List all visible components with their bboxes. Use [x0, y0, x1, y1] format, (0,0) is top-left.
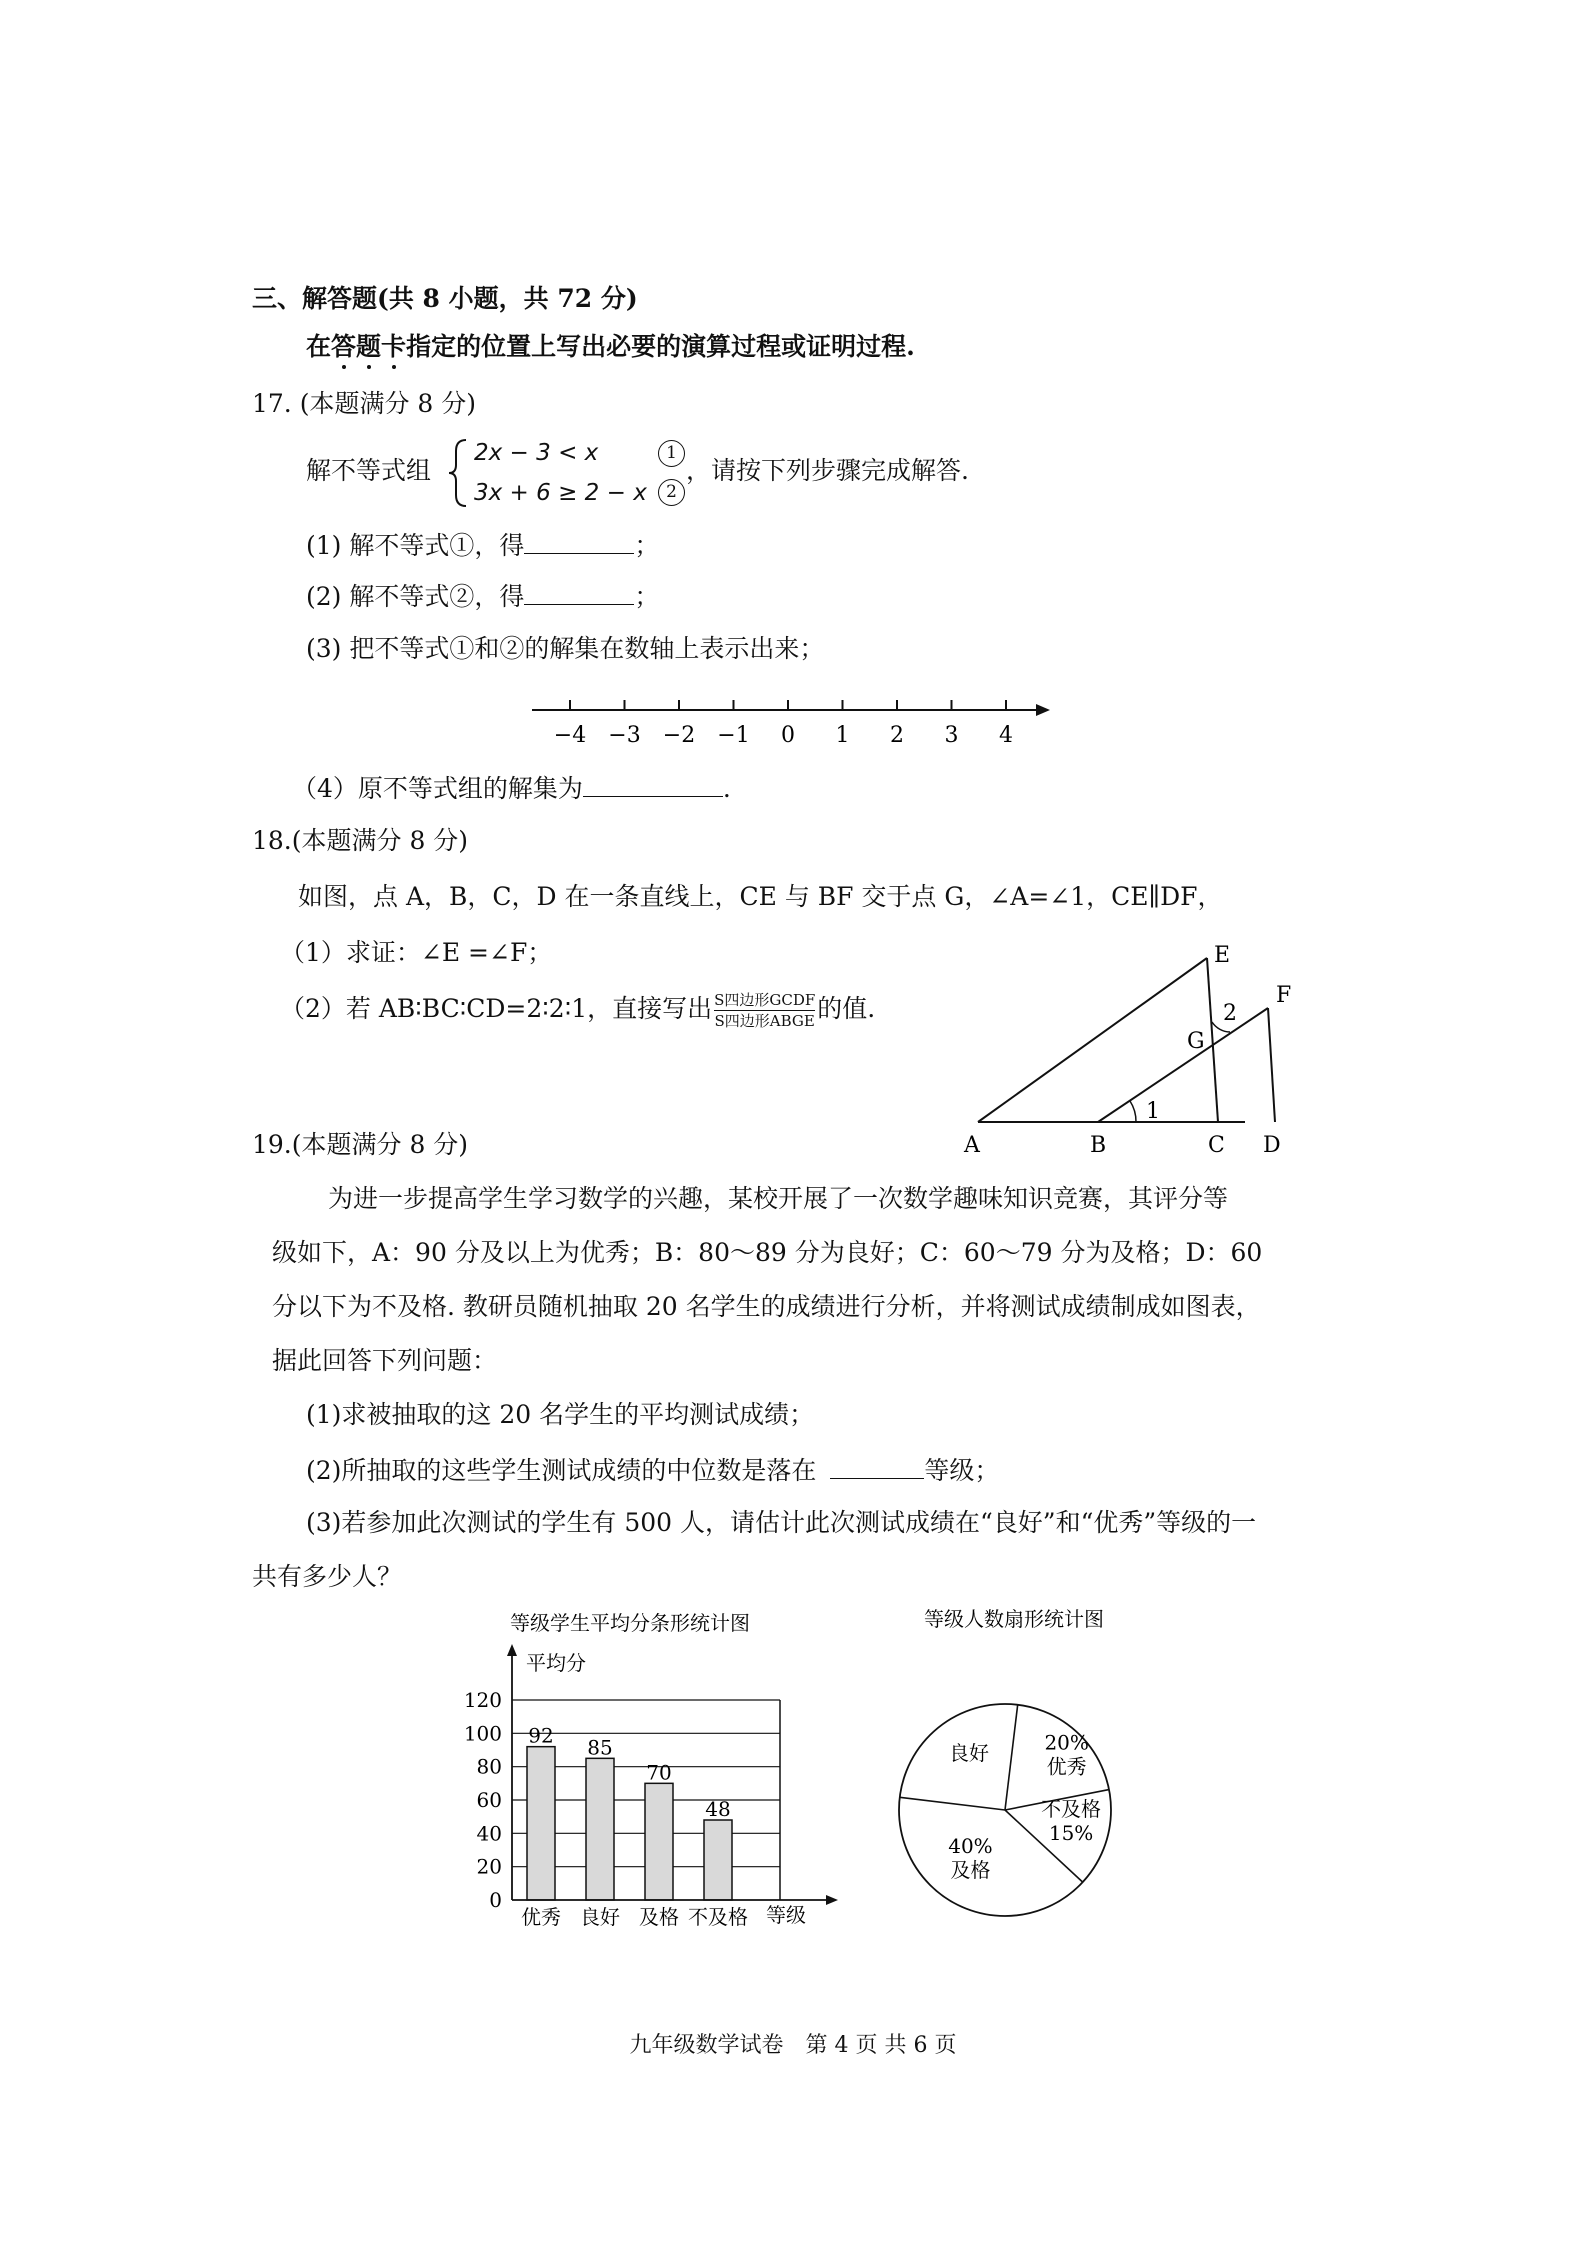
- answer-blank-median[interactable]: [830, 1452, 924, 1479]
- pie-slice-label: 及格: [950, 1857, 991, 1882]
- number-line-label: 0: [781, 723, 795, 748]
- y-arrow-icon: [507, 1644, 517, 1656]
- label-D: D: [1263, 1133, 1281, 1158]
- q18-line1: 如图，点 A，B，C，D 在一条直线上，CE 与 BF 交于点 G，∠A=∠1，CE∥DF，: [298, 882, 1223, 911]
- bar-category-label: 优秀: [521, 1905, 561, 1929]
- q19-para-line4: 据此回答下列问题：: [272, 1346, 498, 1375]
- pie-slice-label: 15%: [1048, 1820, 1094, 1845]
- fraction-denominator: S四边形ABGE: [714, 1012, 815, 1030]
- label-angle-2: 2: [1223, 1001, 1237, 1026]
- label-B: B: [1090, 1133, 1107, 1158]
- bar-chart-ytick: 80: [476, 1754, 502, 1779]
- q19-question1: (1)求被抽取的这 20 名学生的平均测试成绩；: [306, 1400, 815, 1429]
- number-line-label: 2: [890, 723, 904, 748]
- number-line-label: 1: [835, 723, 850, 748]
- q17-step1: [306, 527, 659, 563]
- bar-value-label: 85: [587, 1735, 613, 1760]
- q17-step4: [292, 770, 731, 806]
- q17-ineq1: 2x − 3 < x: [474, 440, 599, 466]
- emphasis-char: 答: [331, 332, 357, 361]
- section-title: 三、解答题(共 8 小题，共 72 分): [252, 284, 638, 313]
- q18-part2-pre: （2）若 AB∶BC∶CD=2∶2∶1，直接写出: [280, 994, 713, 1023]
- pie-slice-label: 良好: [949, 1741, 990, 1766]
- answer-blank-4[interactable]: [583, 770, 723, 797]
- q17-ineq2: 3x + 6 ≥ 2 − x: [474, 480, 647, 506]
- q19-para-line2: 级如下，A：90 分及以上为优秀；B：80～89 分为良好；C：60～79 分为及格；D：60: [272, 1238, 1263, 1267]
- q17-header: 17. (本题满分 8 分): [252, 389, 477, 418]
- emphasis-char: 卡: [381, 332, 407, 361]
- q17-step3: (3) 把不等式①和②的解集在数轴上表示出来；: [306, 634, 825, 663]
- instruction-post: 指定的位置上写出必要的演算过程或证明过程.: [406, 332, 915, 361]
- pie-chart: [880, 1600, 1140, 1940]
- q19-header: 19.(本题满分 8 分): [252, 1130, 469, 1159]
- number-line-label: −4: [553, 723, 587, 748]
- q17-intro: 解不等式组: [306, 456, 432, 485]
- bar: [527, 1747, 555, 1900]
- q17-step2: [306, 578, 659, 614]
- circle-mark-1: 1: [658, 440, 685, 467]
- bar-chart-bars: [527, 1747, 732, 1900]
- label-E: E: [1214, 943, 1231, 968]
- label-A: A: [964, 1133, 980, 1158]
- area-fraction: [714, 990, 815, 1031]
- circle-mark-2: 2: [658, 479, 685, 506]
- bar-chart: [450, 1600, 850, 1940]
- pie-slice-label: 不及格: [1041, 1796, 1102, 1821]
- q18-part1: （1）求证：∠E =∠F；: [280, 938, 553, 967]
- q17-step4-text: （4）原不等式组的解集为: [292, 774, 583, 803]
- bar-value-label: 70: [646, 1760, 672, 1785]
- q19-question2: [306, 1452, 999, 1488]
- bar-chart-ytick: 40: [476, 1821, 502, 1846]
- bar-chart-xlabel: 等级: [766, 1903, 806, 1927]
- page-footer: 九年级数学试卷 第 4 页 共 6 页: [629, 2033, 957, 2058]
- number-line-label: 4: [999, 723, 1013, 748]
- q19-question2-text: (2)所抽取的这些学生测试成绩的中位数是落在: [306, 1456, 817, 1485]
- bar-chart-ylabel: 平均分: [526, 1651, 586, 1675]
- number-line: [520, 690, 1060, 750]
- bar-chart-ytick: 0: [489, 1888, 502, 1912]
- bar: [586, 1758, 614, 1900]
- pie-slice-label: 20%: [1044, 1730, 1089, 1755]
- label-angle-1: 1: [1146, 1099, 1160, 1124]
- bar-category-label: 及格: [639, 1905, 679, 1929]
- pie-slice-label: 40%: [948, 1833, 993, 1858]
- number-line-label: 3: [944, 723, 959, 748]
- q19-para-line3: 分以下为不及格. 教研员随机抽取 20 名学生的成绩进行分析，并将测试成绩制成如图表，: [272, 1292, 1261, 1321]
- bar-chart-ytick: 60: [476, 1788, 502, 1812]
- label-C: C: [1208, 1133, 1225, 1158]
- section-instruction: [306, 330, 915, 364]
- x-arrow-icon: [826, 1895, 838, 1905]
- bar: [704, 1820, 732, 1900]
- q18-header: 18.(本题满分 8 分): [252, 826, 469, 855]
- q19-question2-end: 等级；: [924, 1456, 1000, 1485]
- answer-blank-1[interactable]: [524, 527, 634, 554]
- brace-icon: [446, 437, 470, 509]
- q17-intro-tail: ，请按下列步骤完成解答.: [686, 456, 969, 485]
- answer-blank-2[interactable]: [524, 578, 634, 605]
- bar-value-label: 92: [528, 1723, 554, 1748]
- bar-chart-ytick: 120: [463, 1688, 502, 1712]
- bar-chart-title: 等级学生平均分条形统计图: [510, 1611, 750, 1635]
- bar-chart-ytick: 100: [463, 1721, 502, 1746]
- q19-question3-line2: 共有多少人？: [252, 1562, 403, 1591]
- bar: [645, 1783, 673, 1900]
- number-line-label: −2: [662, 723, 696, 748]
- q19-para-line1: 为进一步提高学生学习数学的兴趣，某校开展了一次数学趣味知识竞赛，其评分等: [328, 1184, 1229, 1213]
- instruction-pre: 在: [306, 332, 332, 361]
- pie-chart-title: 等级人数扇形统计图: [924, 1607, 1104, 1631]
- q17-step1-end: ；: [634, 531, 660, 560]
- bar-category-label: 良好: [580, 1905, 620, 1929]
- q18-part2-post: 的值.: [817, 994, 876, 1023]
- label-G: G: [1187, 1029, 1205, 1054]
- bar-chart-ytick: 20: [476, 1854, 502, 1879]
- bar-value-label: 48: [705, 1797, 731, 1821]
- pie-slice-label: 优秀: [1046, 1754, 1087, 1779]
- bar-category-label: 不及格: [688, 1905, 748, 1929]
- q17-step4-end: .: [722, 774, 731, 803]
- q19-question3-line1: (3)若参加此次测试的学生有 500 人，请估计此次测试成绩在“良好”和“优秀”等级的一: [306, 1508, 1257, 1537]
- fraction-numerator: S四边形GCDF: [714, 991, 816, 1009]
- number-line-label: −1: [717, 723, 750, 748]
- number-line-label: −3: [608, 723, 641, 748]
- emphasis-char: 题: [356, 332, 382, 361]
- q17-step2-text: (2) 解不等式②，得: [306, 582, 525, 611]
- instruction-dotted: [331, 332, 406, 361]
- triangle-figure: [960, 940, 1300, 1160]
- q17-step1-text: (1) 解不等式①，得: [306, 531, 525, 560]
- label-F: F: [1276, 983, 1292, 1008]
- q18-part2: [280, 990, 875, 1031]
- q17-step2-end: ；: [634, 582, 660, 611]
